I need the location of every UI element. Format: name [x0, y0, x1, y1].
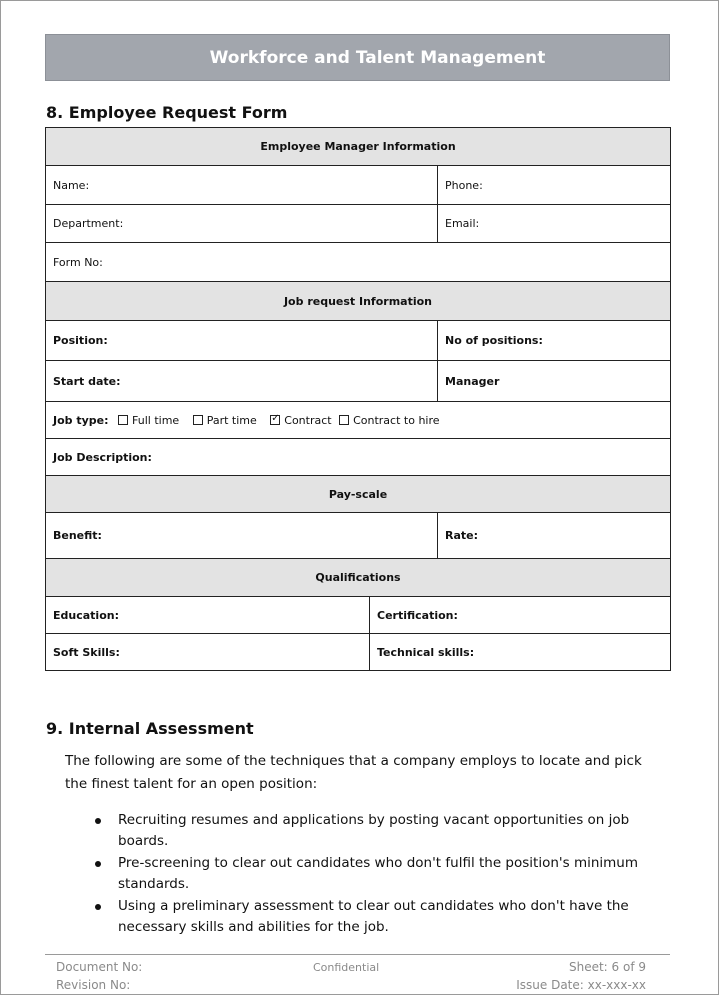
- footer-document-no: Document No:: [56, 960, 143, 974]
- education-field[interactable]: Education:: [46, 597, 370, 634]
- technical-skills-field[interactable]: Technical skills:: [370, 634, 671, 671]
- qualifications-header: Qualifications: [46, 559, 671, 597]
- document-header: [45, 34, 670, 81]
- job-description-field[interactable]: Job Description:: [46, 439, 671, 476]
- soft-skills-field[interactable]: Soft Skills:: [46, 634, 370, 671]
- part-time-label: Part time: [206, 413, 257, 427]
- payscale-header: Pay-scale: [46, 476, 671, 513]
- name-field[interactable]: Name:: [46, 166, 438, 205]
- department-field[interactable]: Department:: [46, 205, 438, 243]
- employee-request-form: [45, 127, 671, 671]
- benefit-field[interactable]: Benefit:: [46, 513, 438, 559]
- form-no-field[interactable]: Form No:: [46, 243, 671, 282]
- phone-field[interactable]: Phone:: [438, 166, 671, 205]
- manager-field[interactable]: Manager: [438, 361, 671, 402]
- footer-confidential: Confidential: [313, 961, 380, 974]
- job-type-label: Job type:: [53, 413, 109, 427]
- position-field[interactable]: Position:: [46, 321, 438, 361]
- contract-checkbox[interactable]: [270, 415, 280, 425]
- footer-issue-date: Issue Date: xx-xxx-xx: [516, 978, 646, 992]
- assessment-intro: The following are some of the techniques that a company employs to locate and pick the finest talent for an open position:: [65, 753, 642, 792]
- footer-sheet: Sheet: 6 of 9: [568, 960, 646, 974]
- job-type-row: [46, 402, 671, 439]
- email-field[interactable]: Email:: [438, 205, 671, 243]
- request-form-title: 8. Employee Request Form: [46, 103, 288, 122]
- contract-label: Contract: [284, 413, 332, 427]
- assessment-title: 9. Internal Assessment: [46, 719, 254, 738]
- list-item: Pre-screening to clear out candidates who don't fulfil the position's minimum standards.: [95, 853, 675, 895]
- list-item: Recruiting resumes and applications by posting vacant opportunities on job boards.: [95, 810, 675, 852]
- contract-to-hire-label: Contract to hire: [353, 413, 440, 427]
- footer-revision-no: Revision No:: [56, 978, 131, 992]
- job-request-header: Job request Information: [46, 282, 671, 321]
- no-of-positions-field[interactable]: No of positions:: [438, 321, 671, 361]
- manager-info-header: Employee Manager Information: [46, 128, 671, 166]
- assessment-bullet-list: [95, 810, 675, 939]
- rate-field[interactable]: Rate:: [438, 513, 671, 559]
- start-date-field[interactable]: Start date:: [46, 361, 438, 402]
- certification-field[interactable]: Certification:: [370, 597, 671, 634]
- full-time-label: Full time: [132, 413, 180, 427]
- full-time-checkbox[interactable]: [118, 415, 128, 425]
- part-time-checkbox[interactable]: [193, 415, 203, 425]
- document-title: Workforce and Talent Management: [209, 47, 546, 68]
- contract-to-hire-checkbox[interactable]: [339, 415, 349, 425]
- list-item: Using a preliminary assessment to clear out candidates who don't have the necessary skills and abilities for the job.: [95, 896, 675, 938]
- footer-divider: [45, 954, 670, 955]
